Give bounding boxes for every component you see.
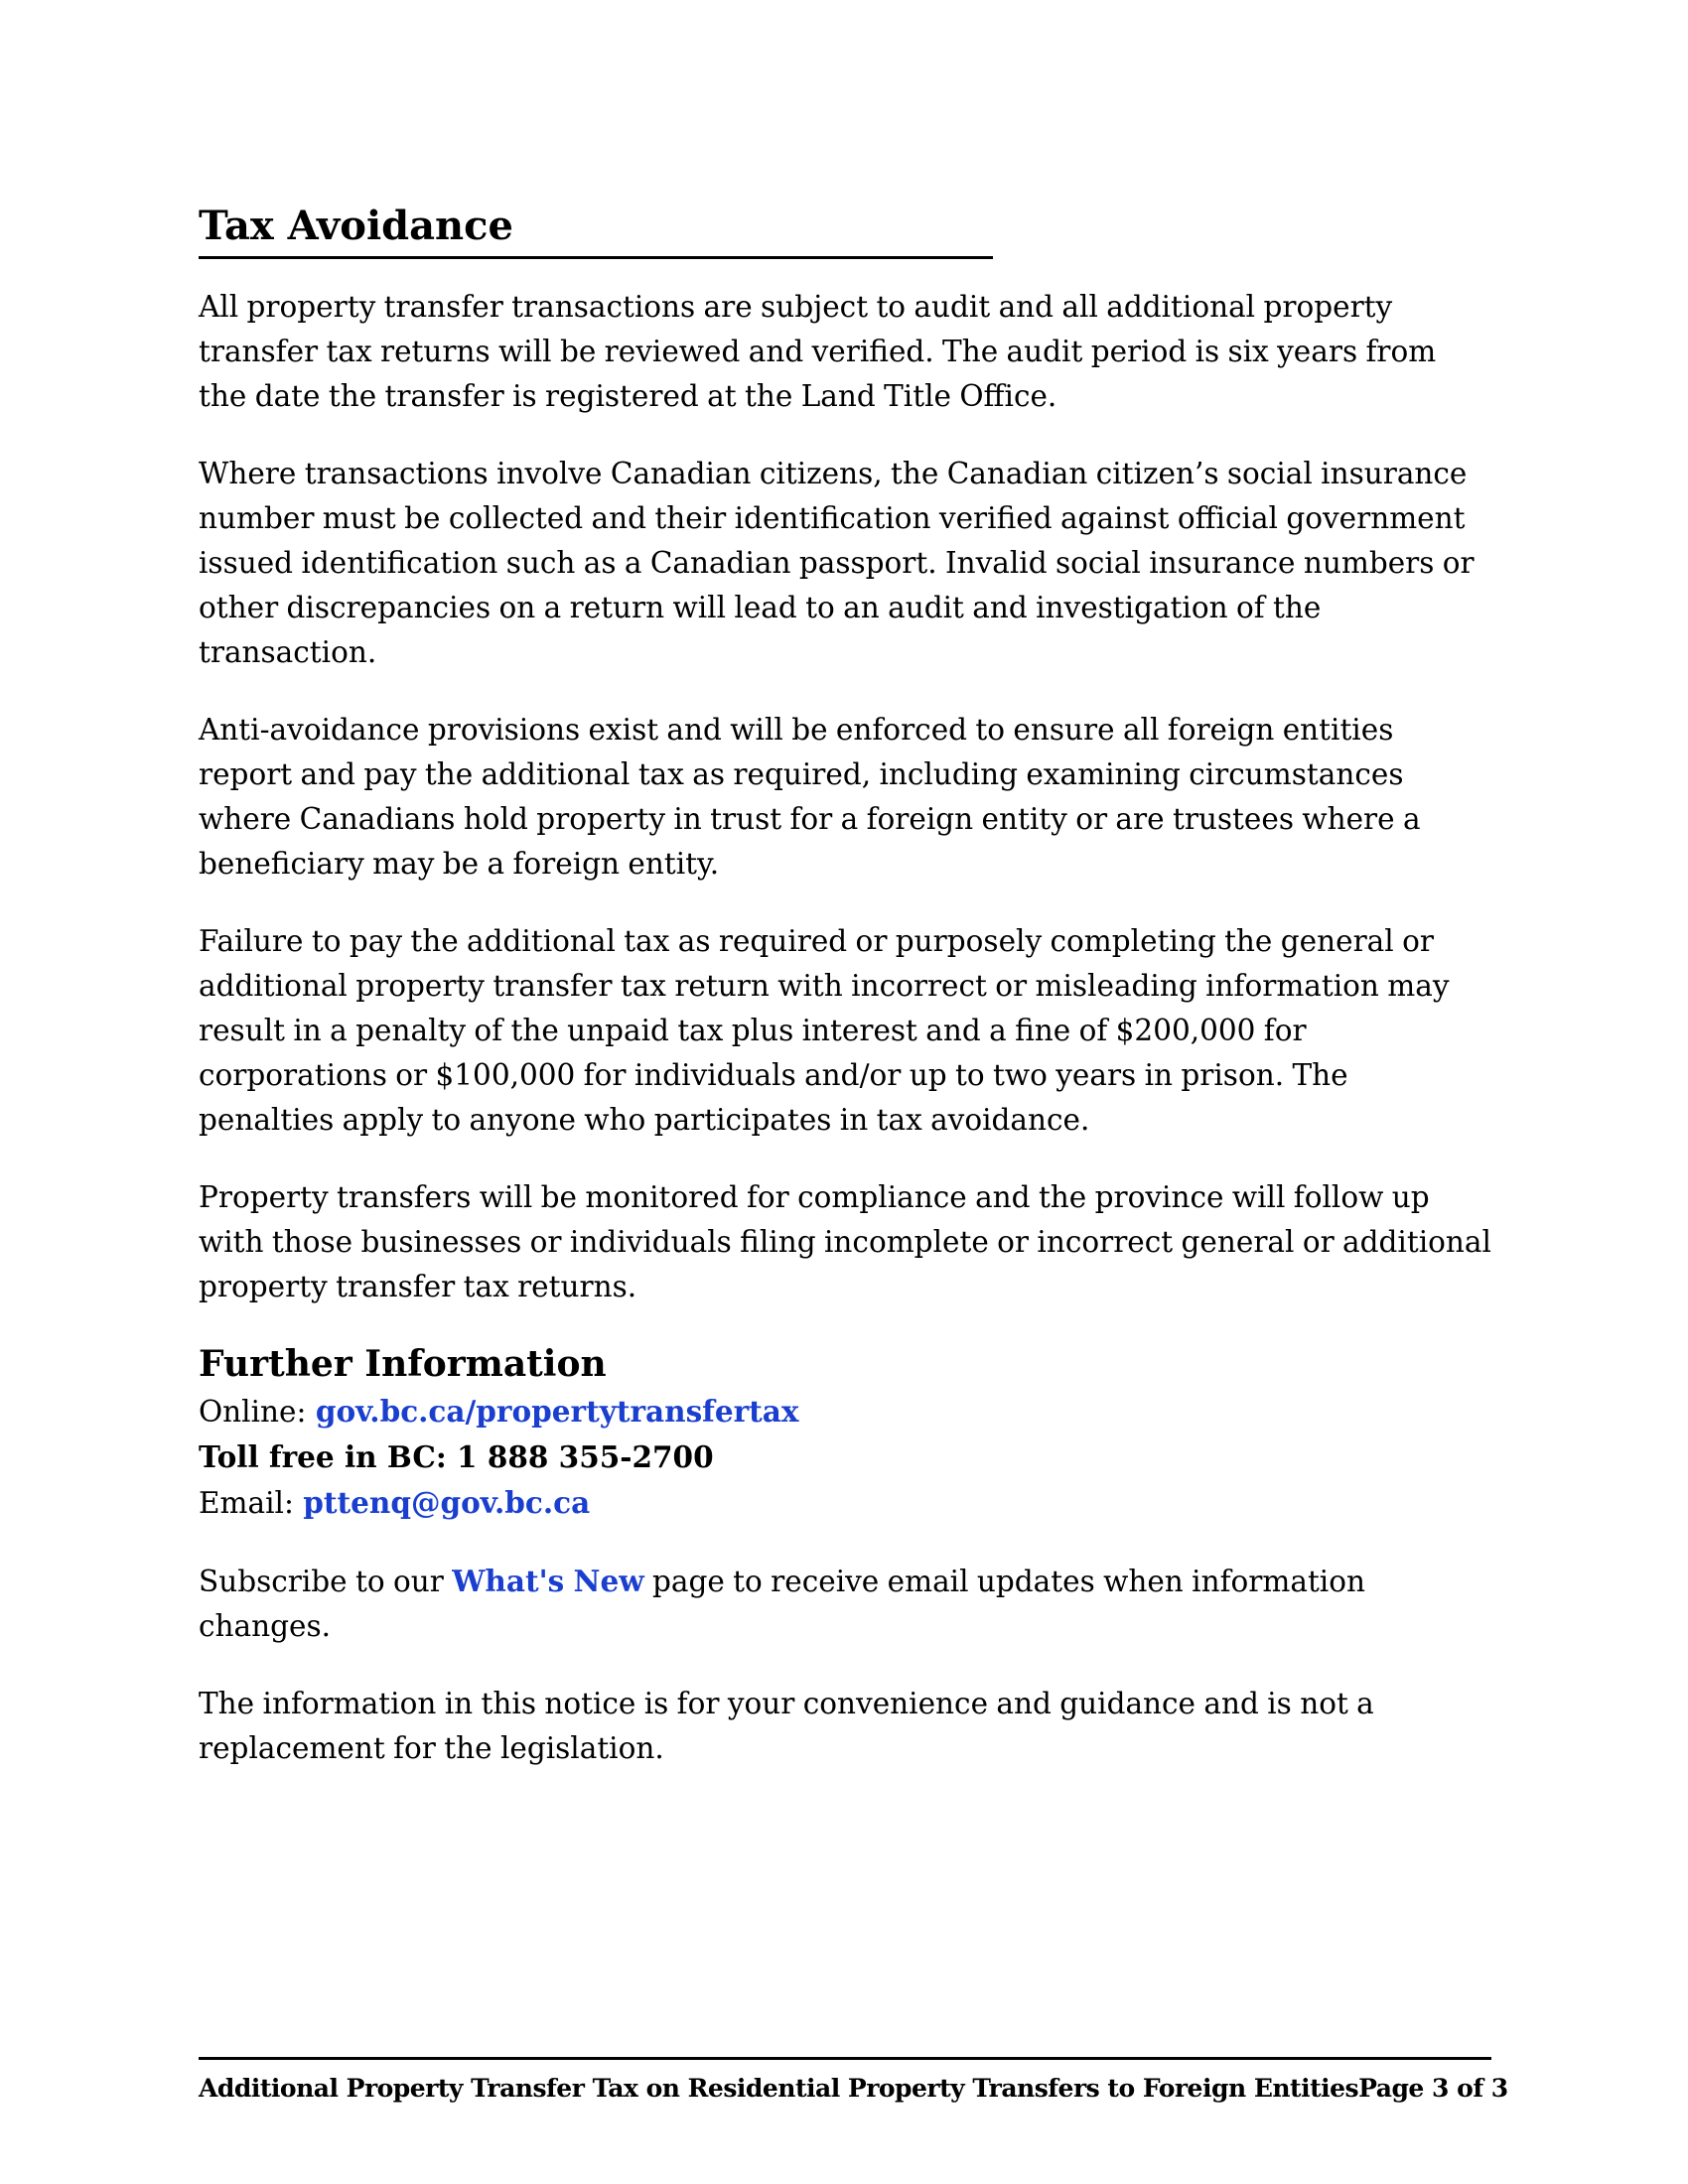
- paragraph-audit: All property transfer transactions are subject to audit and all additional property transfer tax returns will be reviewed and verified. The audit period is six years from the date the transfer is registered at the Land Title Office.: [199, 290, 1437, 413]
- subscribe-paragraph: [199, 1559, 1491, 1649]
- tollfree-number: : 1 888 355-2700: [435, 1439, 714, 1474]
- paragraph-canadian-citizens: Where transactions involve Canadian citizens, the Canadian citizen’s social insurance number must be collected and their identification verified against official government issued identification such as a Canadian passport. Invalid social insurance numbers or other discrepancies on a return will lead to an audit and investigation of the transaction.: [199, 457, 1475, 669]
- paragraph-monitoring: Property transfers will be monitored for compliance and the province will follow up with those businesses or individuals filing incomplete or incorrect general or additional property transfer tax returns.: [199, 1180, 1491, 1303]
- email-line: [199, 1480, 1491, 1526]
- paragraph-anti-avoidance: Anti-avoidance provisions exist and will be enforced to ensure all foreign entities report and pay the additional tax as required, including examining circumstances where Canadians hold property in trust for a foreign entity or are trustees where a beneficiary may be a foreign entity.: [199, 713, 1421, 881]
- tollfree-line: [199, 1434, 1491, 1480]
- whats-new-link[interactable]: What's New: [452, 1564, 644, 1598]
- paragraph-penalties: Failure to pay the additional tax as required or purposely completing the general or additional property transfer tax return with incorrect or misleading information may result in a penalty of the unpaid tax plus interest and a fine of $200,000 for corporations or $100,000 for individuals and/or up to two years in prison. The penalties apply to anyone who participates in tax avoidance.: [199, 924, 1450, 1137]
- disclaimer-paragraph: The information in this notice is for your convenience and guidance and is not a replacement for the legislation.: [199, 1687, 1374, 1765]
- subscribe-text-before: Subscribe to our: [199, 1565, 453, 1598]
- email-link[interactable]: pttenq@gov.bc.ca: [303, 1485, 591, 1520]
- page-footer: [199, 2073, 1508, 2105]
- tollfree-label: Toll free in BC: [199, 1439, 436, 1474]
- online-label: Online:: [199, 1395, 316, 1429]
- online-link[interactable]: gov.bc.ca/propertytransfertax: [315, 1394, 799, 1429]
- email-label: Email:: [199, 1486, 304, 1520]
- online-line: [199, 1389, 1491, 1434]
- page-number: Page 3 of 3: [1358, 2074, 1508, 2103]
- footer-divider: [199, 2057, 1491, 2060]
- subscribe-text-after: page to receive email updates when information changes.: [199, 1565, 1366, 1643]
- section-title: Tax Avoidance: [199, 199, 993, 259]
- further-information-heading: Further Information: [199, 1343, 607, 1385]
- page-content: [199, 199, 1491, 1771]
- footer-title: Additional Property Transfer Tax on Residential Property Transfers to Foreign Entities: [199, 2074, 1359, 2103]
